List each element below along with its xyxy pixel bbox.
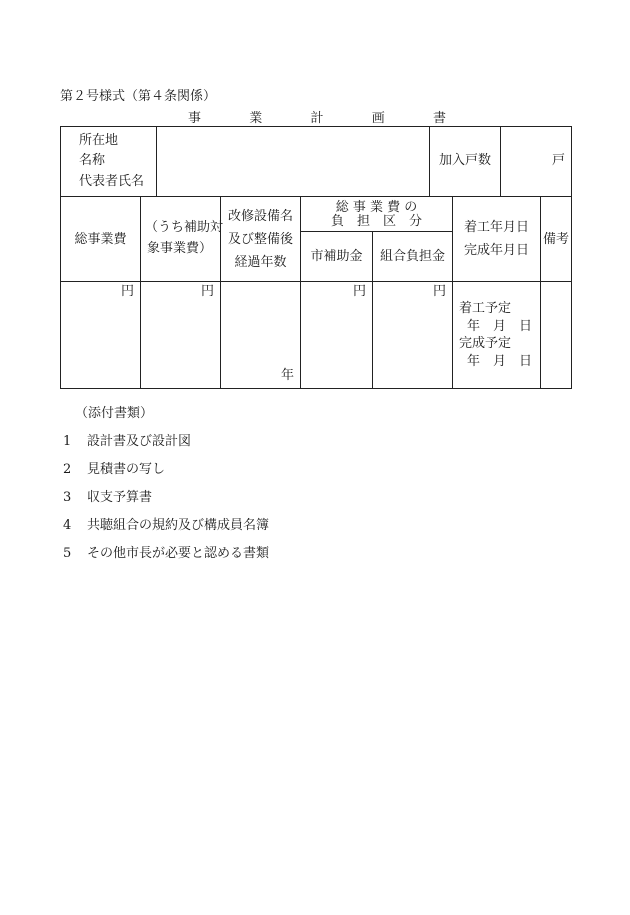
name-label: 名称 xyxy=(79,153,106,168)
attachment-item xyxy=(63,514,269,533)
yen-unit: 円 xyxy=(120,284,134,299)
member-households-label: 加入戸数 xyxy=(438,153,491,168)
attachment-item xyxy=(63,458,165,477)
years-unit: 年 xyxy=(280,368,294,383)
dates-cell[interactable] xyxy=(452,281,541,389)
attachment-number: 4 xyxy=(63,518,72,533)
representative-label: 代表者氏名 xyxy=(79,174,145,189)
total-cost-cell[interactable] xyxy=(60,281,141,389)
yen-unit: 円 xyxy=(200,284,214,299)
attachment-number: 1 xyxy=(63,434,72,449)
attachment-text: 収支予算書 xyxy=(87,490,153,505)
attachment-text: 設計書及び設計図 xyxy=(87,434,192,449)
applicant-label-cell xyxy=(60,126,157,197)
start-planned-date: 年 月 日 xyxy=(467,319,533,334)
title-char: 事 xyxy=(188,111,202,126)
attachment-item xyxy=(63,430,191,449)
facility-cell[interactable] xyxy=(220,281,301,389)
attachment-item xyxy=(63,542,269,561)
start-planned-label: 着工予定 xyxy=(459,301,512,316)
yen-unit: 円 xyxy=(352,284,366,299)
attachment-text: その他市長が必要と認める書類 xyxy=(87,546,270,561)
union-share-cell[interactable] xyxy=(372,281,453,389)
attachments-heading: （添付書類） xyxy=(75,406,154,421)
subsidy-target-header: （うち補助対 象事業費） xyxy=(140,196,221,282)
remarks-cell[interactable] xyxy=(540,281,572,389)
yen-unit: 円 xyxy=(432,284,446,299)
complete-planned-date: 年 月 日 xyxy=(467,354,533,369)
title-char: 画 xyxy=(371,111,385,126)
complete-planned-label: 完成予定 xyxy=(459,336,512,351)
title-char: 書 xyxy=(432,111,446,126)
city-subsidy-cell[interactable] xyxy=(300,281,373,389)
member-households-value-cell[interactable] xyxy=(500,126,572,197)
applicant-input-cell[interactable] xyxy=(156,126,430,197)
attachment-text: 共聴組合の規約及び構成員名簿 xyxy=(87,518,270,533)
subsidy-target-cell[interactable] xyxy=(140,281,221,389)
address-label: 所在地 xyxy=(79,133,119,148)
title-char: 業 xyxy=(249,111,263,126)
attachment-text: 見積書の写し xyxy=(87,462,166,477)
project-plan-table xyxy=(60,126,572,389)
dates-header: 着工年月日 完成年月日 xyxy=(452,196,541,282)
household-unit: 戸 xyxy=(551,153,565,168)
city-subsidy-header: 市補助金 xyxy=(300,231,373,282)
union-share-header: 組合負担金 xyxy=(372,231,453,282)
attachment-item xyxy=(63,486,152,505)
attachment-number: 2 xyxy=(63,462,72,477)
total-cost-header: 総事業費 xyxy=(60,196,141,282)
attachment-number: 3 xyxy=(63,490,72,505)
document-title xyxy=(188,107,446,126)
attachment-number: 5 xyxy=(63,546,72,561)
cost-share-header: 総 事 業 費 の 負 担 区 分 xyxy=(300,196,453,232)
form-number: 第２号様式（第４条関係） xyxy=(60,89,217,104)
remarks-header: 備考 xyxy=(540,196,572,282)
facility-header: 改修設備名 及び整備後 経過年数 xyxy=(220,196,301,282)
title-char: 計 xyxy=(310,111,324,126)
member-households-label-cell xyxy=(429,126,501,197)
